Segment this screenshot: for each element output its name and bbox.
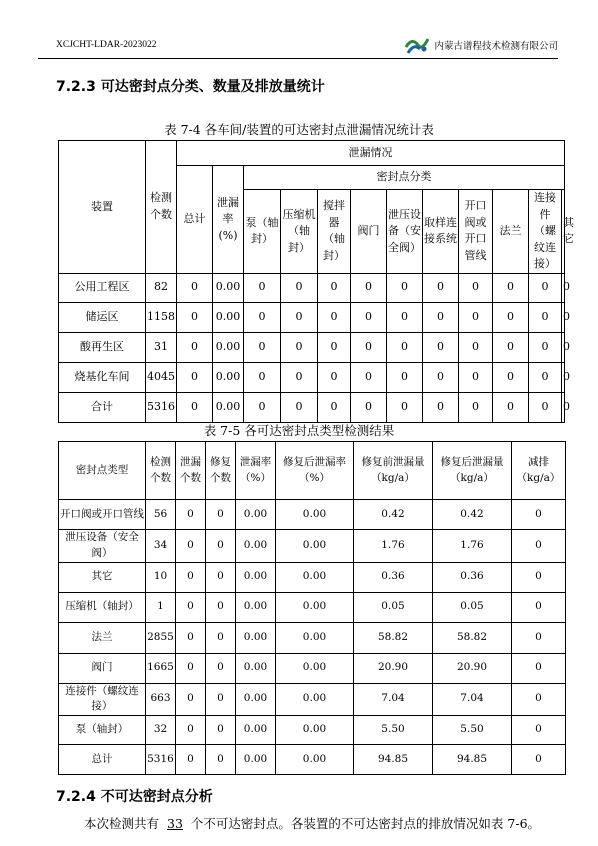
row-leak: 0 [176, 622, 206, 653]
row-seal-cell: 0 [244, 273, 281, 302]
th-detect-count: 检测个数 [146, 141, 177, 274]
row-count: 5316 [146, 745, 176, 775]
row-device-name: 储运区 [59, 302, 146, 332]
row-red: 0 [512, 500, 566, 530]
row-pre: 5.50 [354, 716, 433, 745]
row-seal-cell: 0 [423, 332, 459, 362]
th-other: 其它 [562, 190, 565, 274]
row-seal-cell: 0 [529, 332, 562, 362]
row-rate: 0.00 [236, 530, 276, 563]
row-repair: 0 [206, 562, 236, 592]
section-title-7-2-4: 7.2.4 不可达密封点分析 [56, 789, 213, 805]
row-post-rate: 0.00 [276, 562, 354, 592]
row-post: 20.90 [433, 653, 512, 683]
row-repair: 0 [206, 653, 236, 683]
row-leak: 0 [176, 653, 206, 683]
th-flange: 法兰 [493, 190, 529, 274]
row-seal-cell: 0 [387, 302, 423, 332]
table-row [59, 530, 566, 563]
row-pre: 94.85 [354, 745, 433, 775]
row-rate: 0.00 [236, 716, 276, 745]
row-leak-rate: 0.00 [213, 273, 244, 302]
th-valve: 阀门 [351, 190, 387, 274]
row-red: 0 [512, 683, 566, 716]
th-repair-count: 修复个数 [206, 442, 236, 500]
row-count: 34 [146, 530, 176, 563]
row-seal-cell: 0 [423, 273, 459, 302]
section-7-2-4-paragraph [56, 814, 546, 834]
row-detect-count: 4045 [146, 362, 177, 392]
row-repair: 0 [206, 716, 236, 745]
row-red: 0 [512, 745, 566, 775]
table-row [59, 302, 565, 332]
row-seal-cell: 0 [387, 332, 423, 362]
row-seal-cell: 0 [387, 392, 423, 422]
row-type: 总计 [59, 745, 146, 775]
section-title-7-2-3: 7.2.3 可达密封点分类、数量及排放量统计 [56, 79, 325, 95]
row-rate: 0.00 [236, 622, 276, 653]
row-leak: 0 [176, 592, 206, 622]
row-seal-cell: 0 [244, 332, 281, 362]
row-post-rate: 0.00 [276, 530, 354, 563]
row-repair: 0 [206, 530, 236, 563]
row-type: 其它 [59, 562, 146, 592]
row-red: 0 [512, 562, 566, 592]
row-seal-cell: 0 [493, 273, 529, 302]
row-leak: 0 [176, 683, 206, 716]
row-detect-count: 82 [146, 273, 177, 302]
table-7-5-caption: 表 7-5 各可达密封点类型检测结果 [203, 423, 395, 438]
row-repair: 0 [206, 500, 236, 530]
row-seal-cell: 0 [387, 362, 423, 392]
row-red: 0 [512, 653, 566, 683]
row-post: 0.05 [433, 592, 512, 622]
row-seal-cell: 0 [281, 362, 318, 392]
row-total: 0 [177, 332, 213, 362]
row-type: 阀门 [59, 653, 146, 683]
row-seal-cell: 0 [459, 332, 493, 362]
row-rate: 0.00 [236, 500, 276, 530]
row-pre: 0.36 [354, 562, 433, 592]
row-type: 压缩机（轴封） [59, 592, 146, 622]
row-repair: 0 [206, 622, 236, 653]
th-device: 装置 [59, 141, 146, 274]
paragraph-text-after: 个不可达密封点。各装置的不可达密封点的排放情况如表 7-6。 [190, 816, 541, 831]
row-seal-cell: 0 [281, 392, 318, 422]
table-row [59, 362, 565, 392]
row-seal-cell: 0 [244, 362, 281, 392]
row-seal-cell: 0 [493, 332, 529, 362]
row-seal-cell: 0 [351, 392, 387, 422]
th-reduction: 减排（kg/a） [512, 442, 566, 500]
th-post-leak-rate: 修复后泄漏率（%） [276, 442, 354, 500]
th-relief: 泄压设备（安全阀） [387, 190, 423, 274]
row-repair: 0 [206, 592, 236, 622]
row-count: 10 [146, 562, 176, 592]
row-seal-cell: 0 [459, 273, 493, 302]
row-post-rate: 0.00 [276, 683, 354, 716]
row-leak-rate: 0.00 [213, 332, 244, 362]
th-sampling: 取样连接系统 [423, 190, 459, 274]
row-seal-cell: 0 [529, 302, 562, 332]
row-seal-cell: 0 [493, 392, 529, 422]
row-count: 1665 [146, 653, 176, 683]
row-total: 0 [177, 362, 213, 392]
row-pre: 58.82 [354, 622, 433, 653]
row-repair: 0 [206, 683, 236, 716]
table-row [59, 745, 566, 775]
th-connector: 连接件（螺纹连接） [529, 190, 562, 274]
row-post: 5.50 [433, 716, 512, 745]
table-row [59, 273, 565, 302]
document-id: XCJCHT-LDAR-2023022 [56, 40, 157, 50]
row-leak-rate: 0.00 [213, 302, 244, 332]
th-detect-count: 检测个数 [146, 442, 176, 500]
table-row [59, 622, 566, 653]
row-red: 0 [512, 530, 566, 563]
row-detect-count: 31 [146, 332, 177, 362]
row-seal-cell: 0 [423, 302, 459, 332]
row-post-rate: 0.00 [276, 653, 354, 683]
company-block [404, 34, 558, 56]
row-count: 1 [146, 592, 176, 622]
row-seal-cell: 0 [281, 332, 318, 362]
row-post: 58.82 [433, 622, 512, 653]
th-leak-count: 泄漏个数 [176, 442, 206, 500]
row-post-rate: 0.00 [276, 622, 354, 653]
row-type: 法兰 [59, 622, 146, 653]
row-pre: 7.04 [354, 683, 433, 716]
row-rate: 0.00 [236, 745, 276, 775]
row-pre: 20.90 [354, 653, 433, 683]
row-type: 泄压设备（安全阀） [59, 530, 146, 563]
row-leak: 0 [176, 530, 206, 563]
table-row [59, 592, 566, 622]
row-type: 开口阀或开口管线 [59, 500, 146, 530]
row-seal-cell: 0 [318, 332, 351, 362]
th-leak-rate: 泄漏率(%) [213, 166, 244, 274]
table-row [59, 332, 565, 362]
th-compressor: 压缩机（轴封） [281, 190, 318, 274]
row-pre: 0.42 [354, 500, 433, 530]
row-post: 94.85 [433, 745, 512, 775]
row-device-name: 酸再生区 [59, 332, 146, 362]
row-seal-cell: 0 [351, 273, 387, 302]
row-seal-cell: 0 [351, 302, 387, 332]
row-seal-cell: 0 [562, 392, 565, 422]
row-red: 0 [512, 622, 566, 653]
row-post: 0.42 [433, 500, 512, 530]
table-7-4 [58, 140, 574, 423]
row-post-rate: 0.00 [276, 500, 354, 530]
table-row [59, 653, 566, 683]
table-row [59, 683, 566, 716]
row-count: 663 [146, 683, 176, 716]
table-row [59, 392, 565, 422]
company-logo-icon [404, 35, 430, 55]
row-post: 1.76 [433, 530, 512, 563]
row-device-name: 公用工程区 [59, 273, 146, 302]
row-leak-rate: 0.00 [213, 392, 244, 422]
row-post: 7.04 [433, 683, 512, 716]
row-count: 56 [146, 500, 176, 530]
th-pump: 泵（轴封） [244, 190, 281, 274]
company-name: 内蒙古谱程技术检测有限公司 [434, 41, 558, 52]
row-rate: 0.00 [236, 592, 276, 622]
row-seal-cell: 0 [318, 392, 351, 422]
row-count: 2855 [146, 622, 176, 653]
row-seal-cell: 0 [562, 302, 565, 332]
row-seal-cell: 0 [351, 332, 387, 362]
row-seal-cell: 0 [281, 302, 318, 332]
th-agitator: 搅拌器（轴封） [318, 190, 351, 274]
row-repair: 0 [206, 745, 236, 775]
row-leak: 0 [176, 745, 206, 775]
row-red: 0 [512, 592, 566, 622]
row-detect-count: 5316 [146, 392, 177, 422]
row-post-rate: 0.00 [276, 592, 354, 622]
row-seal-cell: 0 [459, 302, 493, 332]
paragraph-text-before: 本次检测共有 [84, 816, 160, 831]
unreachable-count: 33 [167, 816, 183, 831]
row-device-name: 合计 [59, 392, 146, 422]
table-row [59, 562, 566, 592]
table-7-5-body [59, 500, 566, 775]
table-7-4-caption: 表 7-4 各车间/装置的可达密封点泄漏情况统计表 [164, 122, 434, 137]
row-post-rate: 0.00 [276, 745, 354, 775]
row-device-name: 烧基化车间 [59, 362, 146, 392]
row-seal-cell: 0 [529, 273, 562, 302]
page-header [38, 32, 558, 59]
row-seal-cell: 0 [318, 302, 351, 332]
row-seal-cell: 0 [244, 392, 281, 422]
row-seal-cell: 0 [244, 302, 281, 332]
row-total: 0 [177, 273, 213, 302]
row-seal-cell: 0 [529, 392, 562, 422]
row-seal-cell: 0 [562, 332, 565, 362]
th-seal-class: 密封点分类 [244, 166, 565, 190]
th-pre-leak-amount: 修复前泄漏量（kg/a） [354, 442, 433, 500]
row-total: 0 [177, 392, 213, 422]
th-total: 总计 [177, 166, 213, 274]
th-seal-type: 密封点类型 [59, 442, 146, 500]
th-open-line: 开口阀或开口管线 [459, 190, 493, 274]
row-leak: 0 [176, 716, 206, 745]
row-seal-cell: 0 [529, 362, 562, 392]
row-detect-count: 1158 [146, 302, 177, 332]
table-7-4-body [59, 273, 570, 422]
row-count: 32 [146, 716, 176, 745]
row-seal-cell: 0 [387, 273, 423, 302]
table-7-5 [58, 441, 566, 775]
row-seal-cell: 0 [318, 273, 351, 302]
row-type: 连接件（螺纹连接） [59, 683, 146, 716]
th-leak-rate: 泄漏率（%） [236, 442, 276, 500]
row-seal-cell: 0 [423, 362, 459, 392]
th-post-leak-amount: 修复后泄漏量（kg/a） [433, 442, 512, 500]
row-rate: 0.00 [236, 653, 276, 683]
row-red: 0 [512, 716, 566, 745]
row-post: 0.36 [433, 562, 512, 592]
table-row [59, 716, 566, 745]
row-seal-cell: 0 [493, 362, 529, 392]
row-seal-cell: 0 [423, 392, 459, 422]
row-seal-cell: 0 [562, 273, 565, 302]
row-seal-cell: 0 [351, 362, 387, 392]
row-seal-cell: 0 [318, 362, 351, 392]
row-post-rate: 0.00 [276, 716, 354, 745]
row-leak: 0 [176, 562, 206, 592]
th-leak-status: 泄漏情况 [177, 141, 565, 166]
row-type: 泵（轴封） [59, 716, 146, 745]
row-rate: 0.00 [236, 562, 276, 592]
row-leak-rate: 0.00 [213, 362, 244, 392]
table-row [59, 500, 566, 530]
row-seal-cell: 0 [493, 302, 529, 332]
row-rate: 0.00 [236, 683, 276, 716]
row-total: 0 [177, 302, 213, 332]
row-leak: 0 [176, 500, 206, 530]
row-seal-cell: 0 [281, 273, 318, 302]
row-pre: 0.05 [354, 592, 433, 622]
row-seal-cell: 0 [459, 392, 493, 422]
row-pre: 1.76 [354, 530, 433, 563]
row-seal-cell: 0 [459, 362, 493, 392]
row-seal-cell: 0 [562, 362, 565, 392]
